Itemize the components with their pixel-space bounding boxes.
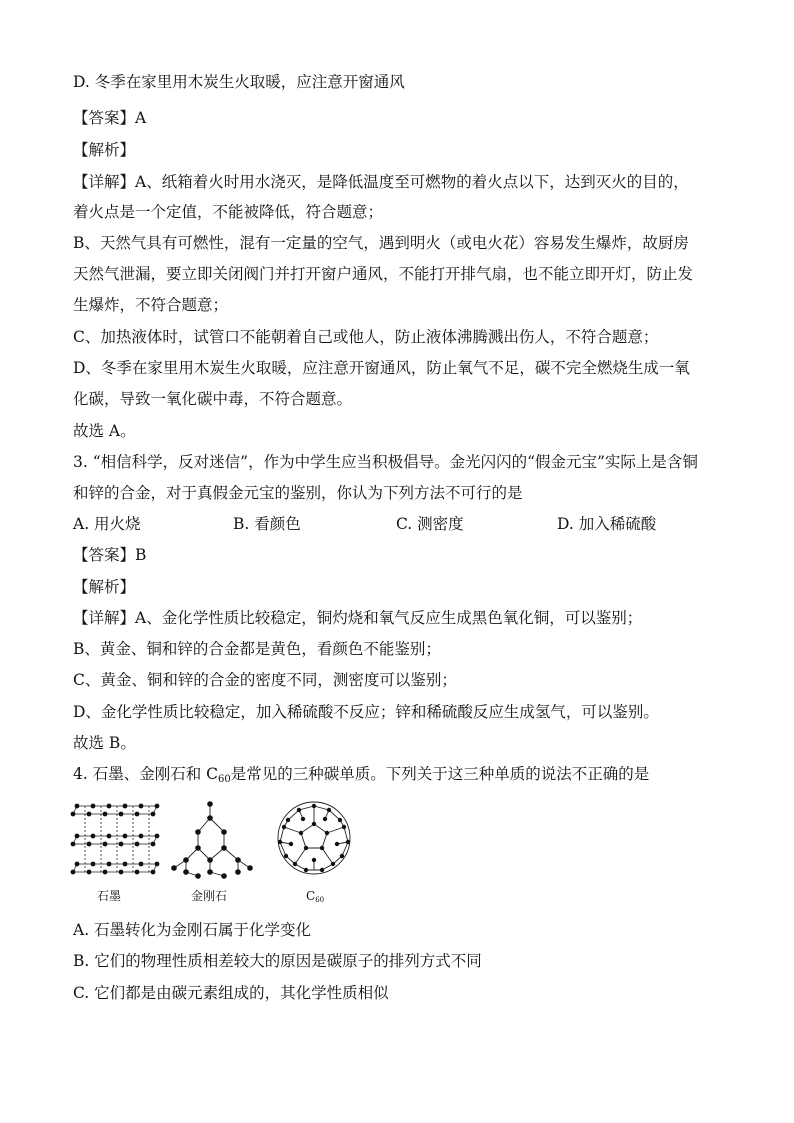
c60-label-subscript: 60 xyxy=(315,896,325,904)
q2-answer: 【答案】A xyxy=(73,109,147,127)
q3-option-c: C. 测密度 xyxy=(396,515,464,533)
q3-detail-line: D、金化学性质比较稳定，加入稀硫酸不反应；锌和稀硫酸反应生成氢气，可以鉴别。 xyxy=(73,703,659,721)
q3-option-a: A. 用火烧 xyxy=(73,515,141,533)
q4-stem-suffix: 是常见的三种碳单质。下列关于这三种单质的说法不正确的是 xyxy=(230,765,650,783)
graphite-structure-figure xyxy=(73,798,163,878)
q3-option-b: B. 看颜色 xyxy=(233,515,301,533)
graphite-label: 石墨 xyxy=(97,889,122,903)
q3-analysis-title: 【解析】 xyxy=(73,578,136,596)
q4-stem xyxy=(73,764,649,790)
q2-detail-line: 生爆炸，不符合题意； xyxy=(73,296,229,314)
c60-structure-figure xyxy=(274,798,354,878)
q3-option-d: D. 加入稀硫酸 xyxy=(557,515,657,533)
q3-detail-line: 【详解】A、金化学性质比较稳定，铜灼烧和氧气反应生成黑色氧化铜，可以鉴别； xyxy=(73,609,643,627)
q2-analysis-title: 【解析】 xyxy=(73,141,136,159)
q2-detail-line: D、冬季在家里用木炭生火取暖，应注意开窗通风，防止氧气不足，碳不完全燃烧生成一氧 xyxy=(73,359,690,377)
diamond-label: 金刚石 xyxy=(191,889,228,903)
q3-detail-line: B、黄金、铜和锌的合金都是黄色，看颜色不能鉴别； xyxy=(73,640,441,658)
q2-detail-line: 着火点是一个定值，不能被降低，符合题意； xyxy=(73,203,384,221)
q2-conclusion: 故选 A。 xyxy=(73,422,136,440)
q3-answer: 【答案】B xyxy=(73,546,147,564)
c60-label xyxy=(306,889,324,907)
q2-detail-line: C、加热液体时，试管口不能朝着自己或他人，防止液体沸腾溅出伤人，不符合题意； xyxy=(73,328,659,346)
q2-detail-line: 【详解】A、纸箱着火时用水浇灭，是降低温度至可燃物的着火点以下，达到灭火的目的， xyxy=(73,173,689,191)
c60-label-c: C xyxy=(306,889,316,903)
q2-detail-line: 天然气泄漏，要立即关闭阀门并打开窗户通风，不能打开排气扇，也不能立即开灯，防止发 xyxy=(73,265,694,283)
q3-stem-line: 3. “相信科学，反对迷信”，作为中学生应当积极倡导。金光闪闪的“假金元宝”实际上是含铜 xyxy=(73,453,698,471)
diamond-structure-figure xyxy=(168,798,258,878)
q4-stem-prefix: 4. 石墨、金刚石和 C xyxy=(73,765,219,783)
q4-option-a: A. 石墨转化为金刚石属于化学变化 xyxy=(73,921,312,939)
q3-stem-line: 和锌的合金，对于真假金元宝的鉴别，你认为下列方法不可行的是 xyxy=(73,484,523,502)
q2-detail-line: B、天然气具有可燃性，混有一定量的空气，遇到明火（或电火花）容易发生爆炸，故厨房 xyxy=(73,234,689,252)
q2-detail-line: 化碳，导致一氧化碳中毒，不符合题意。 xyxy=(73,390,353,408)
q2-option-d: D. 冬季在家里用木炭生火取暖，应注意开窗通风 xyxy=(73,73,405,91)
q4-stem-subscript: 60 xyxy=(218,774,231,785)
q4-option-c: C. 它们都是由碳元素组成的，其化学性质相似 xyxy=(73,984,389,1002)
q4-option-b: B. 它们的物理性质相差较大的原因是碳原子的排列方式不同 xyxy=(73,952,482,970)
q3-detail-line: C、黄金、铜和锌的合金的密度不同，测密度可以鉴别； xyxy=(73,671,457,689)
q3-conclusion: 故选 B。 xyxy=(73,734,136,752)
